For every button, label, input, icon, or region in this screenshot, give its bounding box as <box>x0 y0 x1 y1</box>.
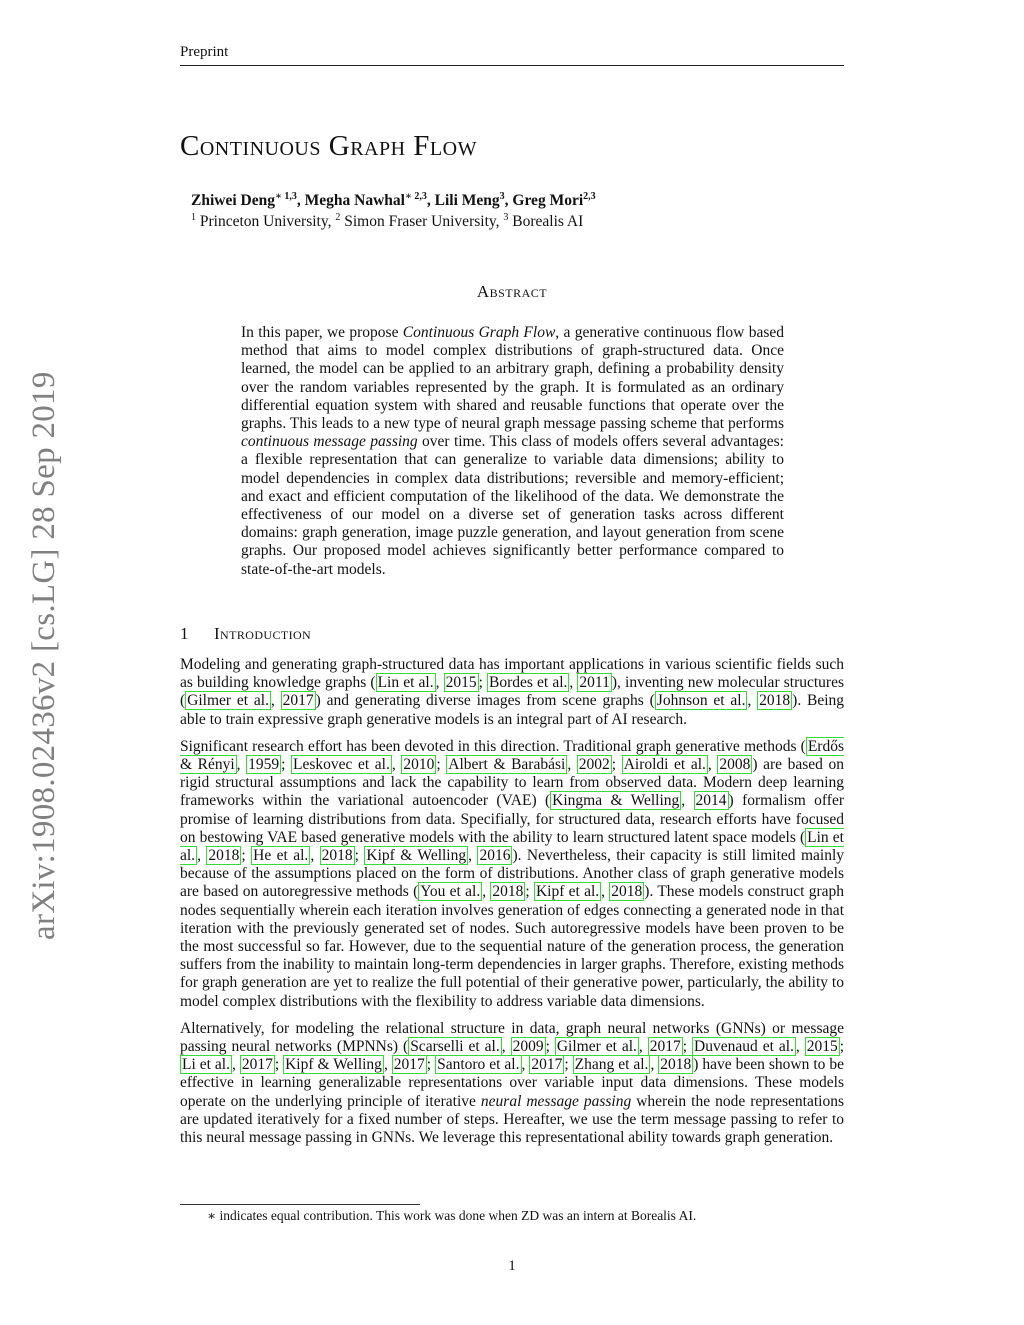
citation-link[interactable]: Kingma & Welling <box>552 792 680 810</box>
text-run: , <box>501 1038 511 1056</box>
text-run: ; <box>426 1056 436 1074</box>
text-run: , <box>795 1038 805 1056</box>
text-run: ; <box>545 1038 555 1056</box>
citation-link[interactable]: 2015 <box>445 674 477 692</box>
citation-link[interactable]: Leskovec et al. <box>293 756 390 774</box>
author: Zhiwei Deng$^{∗ 1,3}$, <box>191 190 305 209</box>
citation-link[interactable]: 2018 <box>759 692 791 710</box>
text-run: , <box>231 1056 240 1074</box>
citation-link[interactable]: 2017 <box>282 692 314 710</box>
citation-link[interactable]: 2016 <box>479 847 511 865</box>
paragraph <box>180 656 844 729</box>
emphasis: neural message passing <box>480 1092 632 1110</box>
text-run: , <box>569 674 578 692</box>
section-heading <box>180 624 311 644</box>
text-run: , <box>707 756 718 774</box>
text-run: , <box>567 756 577 774</box>
citation-link[interactable]: Gilmer et al. <box>187 692 269 710</box>
text-run: , <box>747 692 758 710</box>
text-run: , <box>681 792 694 810</box>
page-number: 1 <box>508 1258 516 1274</box>
arxiv-stamp: arXiv:1908.02436v2 [cs.LG] 28 Sep 2019 <box>26 371 62 940</box>
citation-link[interactable]: Johnson et al. <box>656 692 746 710</box>
citation-link[interactable]: 2017 <box>649 1038 681 1056</box>
citation-link[interactable]: Kipf & Welling <box>366 847 467 865</box>
text-run: ) are based on rigid structural assumptions and lack the capability to learn from observed data. Modern deep learning frameworks within the variational autoencoder (VAE) ( <box>180 756 845 810</box>
abstract-text <box>241 324 784 579</box>
text-run: , <box>435 674 444 692</box>
author-list <box>191 192 596 210</box>
citation-link[interactable]: 2011 <box>579 674 610 692</box>
text-run: ; <box>281 756 292 774</box>
text-run: , <box>391 756 402 774</box>
author: Greg Mori$^{2,3}$ <box>512 190 596 209</box>
text-run: Alternatively, for modeling the relational structure in data, graph neural networks (GNNs) or message passing neural networks (MPNNs) ( <box>180 1019 844 1056</box>
text-run: ; <box>839 1038 845 1056</box>
text-run: , <box>601 883 610 901</box>
citation-link[interactable]: Airoldi et al. <box>623 756 706 774</box>
text-run: , <box>270 692 281 710</box>
citation-link[interactable]: 2015 <box>806 1038 838 1056</box>
text-run: , <box>468 847 478 865</box>
text-run: , <box>236 756 247 774</box>
text-run: ; <box>682 1038 693 1056</box>
author: Lili Meng$^3$, <box>434 190 513 209</box>
citation-link[interactable]: 2014 <box>695 792 727 810</box>
text-run: ). Being able to train expressive graph generative models is an integral part of AI research. <box>180 692 845 728</box>
text-run: , <box>638 1038 648 1056</box>
header-rule <box>180 65 844 66</box>
citation-link[interactable]: Lin et al. <box>377 674 434 692</box>
section-title: Introduction <box>214 624 312 643</box>
abstract-heading: Abstract <box>476 282 548 301</box>
citation-link[interactable]: 2018 <box>208 847 240 865</box>
text-run: ; <box>354 847 365 865</box>
text-run: ) and generating diverse images from scene graphs ( <box>315 692 655 710</box>
citation-link[interactable]: He et al. <box>253 847 309 865</box>
citation-link[interactable]: 2008 <box>719 756 751 774</box>
citation-link[interactable]: 2017 <box>241 1056 273 1074</box>
text-run: ; <box>436 756 447 774</box>
citation-link[interactable]: Kipf et al. <box>535 883 600 901</box>
text-run: , a generative continuous flow based method that aims to model complex distributions of graph-structured data. Once learned, the model can be applied to an arbitrary graph, defining a probability density over the random variables represented by the graph. It is formulated as an ordinary differential equation system with shared and reusable functions that operate over the graphs. This leads to a new type of neural graph message passing scheme that performs <box>241 324 784 433</box>
text-run: ) formalism offer promise of learning distributions from data. Specifially, for structured data, research efforts have focused on bestowing VAE based generative models with the ability to learn structured latent space models ( <box>180 792 844 846</box>
text-run: , <box>521 1056 530 1074</box>
citation-link[interactable]: 2010 <box>403 756 435 774</box>
text-run: wherein the node representations are updated iteratively for a fixed number of steps. Hereafter, we use the term message passing to refer to this neural message passing in GNNs. We leverage this representational ability towards graph generation. <box>180 1092 845 1147</box>
text-run: ; <box>564 1056 573 1074</box>
text-run: ). These models construct graph nodes sequentially wherein each iteration involves generation of edges connecting a generated node in that iteration with the previously generated set of nodes. Such autoregressive models have been proven to be the most successful so far. However, due to the sequential nature of the generation process, the generation suffers from the inability to maintain long-term dependencies in larger graphs. Therefore, existing methods for graph generation are yet to realize the full potential of their generative power, particularly, the ability to model complex distributions with the flexibility to address variable data dimensions. <box>180 883 845 1010</box>
text-run: , <box>650 1056 659 1074</box>
citation-link[interactable]: 2018 <box>321 847 353 865</box>
text-run: , <box>197 847 207 865</box>
text-run: , <box>383 1056 392 1074</box>
author: Megha Nawhal$^{∗ 2,3}$, <box>304 190 435 209</box>
text-run: ). Nevertheless, their capacity is still limited mainly because of the assumptions placed on the form of distributions. Another class of graph generative models are based on autoregressive methods ( <box>180 847 845 901</box>
citation-link[interactable]: 2018 <box>492 883 524 901</box>
footnote: ∗ indicates equal contribution. This work was done when ZD was an intern at Borealis AI. <box>207 1208 697 1223</box>
citation-link[interactable]: 2018 <box>660 1056 692 1074</box>
citation-link[interactable]: Bordes et al. <box>489 674 568 692</box>
citation-link[interactable]: 1959 <box>248 756 280 774</box>
text-run: ; <box>611 756 622 774</box>
text-run: ; <box>241 847 252 865</box>
citation-link[interactable]: 2018 <box>611 883 643 901</box>
affiliation: $^1$ Princeton University, <box>191 211 336 230</box>
text-run: ; <box>478 674 488 692</box>
footnote-rule <box>180 1204 420 1205</box>
citation-link[interactable]: Gilmer et al. <box>556 1038 637 1056</box>
paper-title: Continuous Graph Flow <box>180 130 477 162</box>
text-run: , <box>482 883 491 901</box>
text-run: ) have been shown to be effective in learning generalizable representations over variable input data dimensions. These models operate on the underlying principle of iterative <box>180 1056 845 1110</box>
citation-link[interactable]: 2017 <box>531 1056 563 1074</box>
paragraph <box>180 738 844 1011</box>
citation-link[interactable]: 2002 <box>578 756 610 774</box>
emphasis: continuous message passing <box>241 433 418 451</box>
emphasis: Continuous Graph Flow <box>402 324 556 341</box>
citation-link[interactable]: Zhang et al. <box>574 1056 649 1074</box>
introduction-body <box>180 656 844 1156</box>
text-run: In this paper, we propose <box>241 324 403 341</box>
citation-link[interactable]: Santoro et al. <box>437 1056 520 1074</box>
text-run: ; <box>525 883 534 901</box>
text-run: over time. This class of models offers several advantages: a flexible representation that can generalize to variable data dimensions; ability to model dependencies in complex data distributions; reversible and memory-efficient; and exact and efficient computation of the likelihood of the data. We demonstrate the effectiveness of our model on a diverse set of generation tasks across different domains: graph generation, image puzzle generation, and layout generation from scene graphs. Our proposed model achieves significantly better performance compared to state-of-the-art models. <box>241 433 784 578</box>
affiliation: $^3$ Borealis AI <box>503 211 584 230</box>
citation-link[interactable]: Li et al. <box>182 1056 230 1074</box>
citation-link[interactable]: 2017 <box>393 1056 425 1074</box>
affiliation: $^2$ Simon Fraser University, <box>335 211 504 230</box>
text-run: ), inventing new molecular structures ( <box>180 674 844 710</box>
section-number: 1 <box>180 624 189 643</box>
citation-link[interactable]: Kipf & Welling <box>285 1056 382 1074</box>
citation-link[interactable]: 2009 <box>512 1038 544 1056</box>
text-run: Modeling and generating graph-structured data has important applications in various scientific fields such as building knowledge graphs ( <box>180 656 844 692</box>
citation-link[interactable]: Erdős & Rényi <box>180 737 844 774</box>
text-run: , <box>310 847 320 865</box>
citation-link[interactable]: You et al. <box>420 883 481 901</box>
citation-link[interactable]: Lin et al. <box>180 828 844 865</box>
text-run: ; <box>274 1056 284 1074</box>
citation-link[interactable]: Duvenaud et al. <box>694 1038 794 1056</box>
paragraph <box>180 1020 844 1147</box>
text-run: Significant research effort has been devoted in this direction. Traditional graph generative methods ( <box>180 737 806 755</box>
citation-link[interactable]: Scarselli et al. <box>410 1038 500 1056</box>
running-header: Preprint <box>180 44 229 60</box>
citation-link[interactable]: Albert & Barabási <box>448 756 566 774</box>
affiliation-list <box>191 213 583 231</box>
